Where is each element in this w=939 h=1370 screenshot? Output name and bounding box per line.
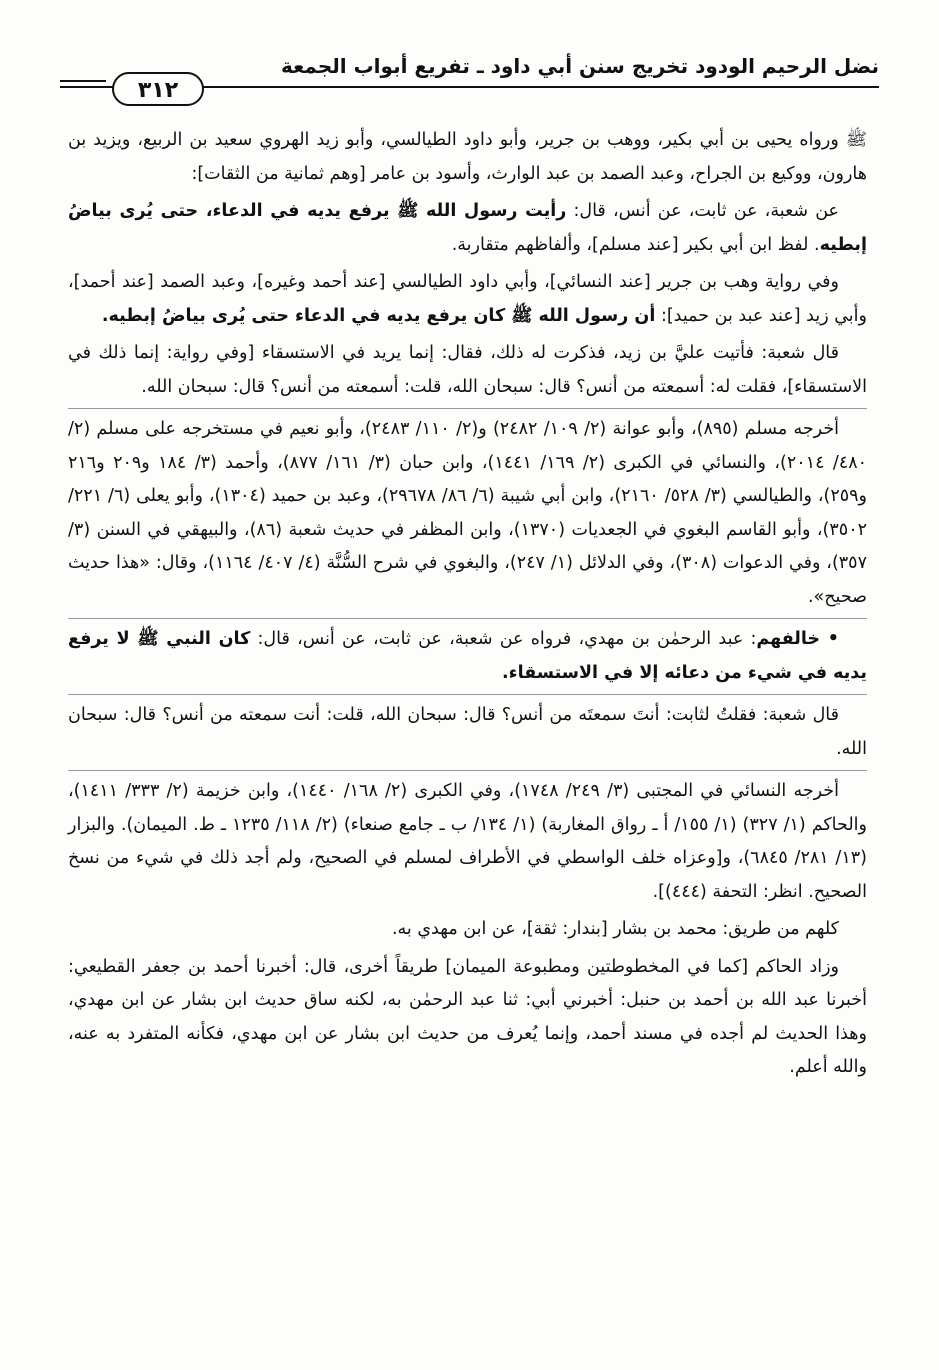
hadith-text-bold: أن رسول الله ﷺ كان يرفع يديه في الدعاء حتى يُرى بياضُ إبطيه. bbox=[101, 305, 656, 326]
paragraph bbox=[68, 413, 867, 614]
paragraph bbox=[68, 951, 867, 1085]
paragraph bbox=[68, 266, 867, 333]
page-number-ornament bbox=[60, 80, 106, 88]
paragraph-text: كلهم من طريق: محمد بن بشار [بندار: ثقة]، عن ابن مهدي به. bbox=[391, 919, 839, 939]
section-separator bbox=[68, 770, 867, 771]
khalafahum-label: • خالفهم bbox=[756, 629, 839, 649]
page-body bbox=[68, 124, 867, 1089]
takhrij-text: أخرجه مسلم (٨٩٥)، وأبو عوانة (٢/ ١٠٩/ ٢٤٨٢) و(٢/ ١١٠/ ٢٤٨٣)، وأبو نعيم في مستخرجه على مسلم (٢/ ٤٨٠/ ٢٠١٤)، والنسائي في الكبرى (٢/ ١٦٩/ ١٤٤١)، وابن حبان (٣/ ١٦١/ ٨٧٧)، وأحمد (٣/ ١٨٤ و٢٠٩ و٢١٦ و٢٥٩)، والطيالسي (٣/ ٥٢٨/ ٢١٦٠)، وابن أبي شيبة (٦/ ٨٦/ ٢٩٦٧٨)، وعبد بن حميد (١٣٠٤)، وأبو يعلى (٦/ ٢٢١/ ٣٥٠٢)، وأبو القاسم البغوي في الجعديات (١٣٧٠)، وابن المظفر في حديث شعبة (٨٦)، والبيهقي في السنن (٣/ ٣٥٧)، وفي الدعوات (٣٠٨)، وفي الدلائل (١/ ٢٤٧)، والبغوي في شرح السُّنَّة (٤/ ٤٠٧/ ١١٦٤)، وقال: «هذا حديث صحيح». bbox=[68, 419, 868, 607]
paragraph bbox=[68, 913, 867, 947]
paragraph-text: ﷺ ورواه يحيى بن أبي بكير، ووهب بن جرير، وأبو داود الطيالسي، وأبو زيد الهروي سعيد بن الربيع، ويزيد بن هارون، ووكيع بن الجراح، وعبد الصمد بن عبد الوارث، وأسود بن عامر [وهم ثمانية من الثقات]: bbox=[68, 130, 867, 184]
paragraph bbox=[68, 337, 867, 404]
paragraph bbox=[68, 623, 867, 690]
paragraph-text: قال شعبة: فقلتُ لثابت: أنتَ سمعتَه من أنس؟ قال: سبحان الله، قلت: أنت سمعته من أنس؟ قال: سبحان الله. bbox=[68, 705, 867, 759]
section-separator bbox=[68, 618, 867, 619]
paragraph bbox=[68, 699, 867, 766]
paragraph-text: : عبد الرحمٰن بن مهدي، فرواه عن شعبة، عن ثابت، عن أنس، قال: bbox=[250, 629, 757, 649]
paragraph-text: . لفظ ابن أبي بكير [عند مسلم]، وألفاظهم متقاربة. bbox=[451, 234, 820, 255]
page-number: ٣١٢ bbox=[112, 72, 204, 106]
paragraph bbox=[68, 124, 867, 191]
running-header-title: نضل الرحيم الودود تخريج سنن أبي داود ـ تفريع أبواب الجمعة bbox=[281, 54, 879, 78]
section-separator bbox=[68, 694, 867, 695]
paragraph-text: قال شعبة: فأتيت عليَّ بن زيد، فذكرت له ذلك، فقال: إنما يريد في الاستسقاء [وفي رواية: إنما ذلك في الاستسقاء]، فقلت له: أسمعته من أنس؟ قال: سبحان الله، قلت: أسمعته من أنس؟ قال: سبحان الله. bbox=[68, 343, 867, 397]
paragraph-text: عن شعبة، عن ثابت، عن أنس، قال: bbox=[566, 201, 839, 221]
hadith-text-bold: كان النبي ﷺ لا يرفع يديه في شيء من دعائه إلا في الاستسقاء. bbox=[68, 629, 867, 683]
paragraph-text: وزاد الحاكم [كما في المخطوطتين ومطبوعة الميمان] طريقاً أخرى، قال: أخبرنا أحمد بن جعفر القطيعي: أخبرنا عبد الله بن أحمد بن حنبل: أخبرني أبي: ثنا عبد الرحمٰن به، لكنه ساق حديث ابن بشار عن ابن مهدي، وهذا الحديث لم أجده في مسند أحمد، وإنما يُعرف من حديث ابن بشار عن ابن مهدي، فكأنه المتفرد به عنه، والله أعلم. bbox=[68, 956, 867, 1077]
hadith-text-bold: رأيت رسول الله ﷺ يرفع يديه في الدعاء، حتى يُرى بياضُ إبطيه bbox=[68, 201, 867, 255]
takhrij-text: أخرجه النسائي في المجتبى (٣/ ٢٤٩/ ١٧٤٨)، وفي الكبرى (٢/ ١٦٨/ ١٤٤٠)، وابن خزيمة (٢/ ٣٣٣/ ١٤١١)، والحاكم (١/ ٣٢٧) (١/ ١٥٥/ أ ـ رواق المغاربة) (١/ ١٣٤/ ب ـ جامع صنعاء) (٢/ ١١٨/ ١٢٣٥ ـ ط. الميمان). والبزار (١٣/ ٢٨١/ ٦٨٤٥)، و[وعزاه خلف الواسطي في الأطراف لمسلم في الصحيح، ولم أجد ذلك في شيء من نسخ الصحيح. انظر: التحفة (٤٤٤)]. bbox=[68, 781, 867, 902]
paragraph bbox=[68, 775, 867, 909]
section-separator bbox=[68, 408, 867, 409]
paragraph bbox=[68, 195, 867, 262]
paragraph-text: وفي رواية وهب بن جرير [عند النسائي]، وأبي داود الطيالسي [عند أحمد وغيره]، وعبد الصمد [عند أحمد]، وأبي زيد [عند عبد بن حميد]: bbox=[68, 272, 867, 326]
